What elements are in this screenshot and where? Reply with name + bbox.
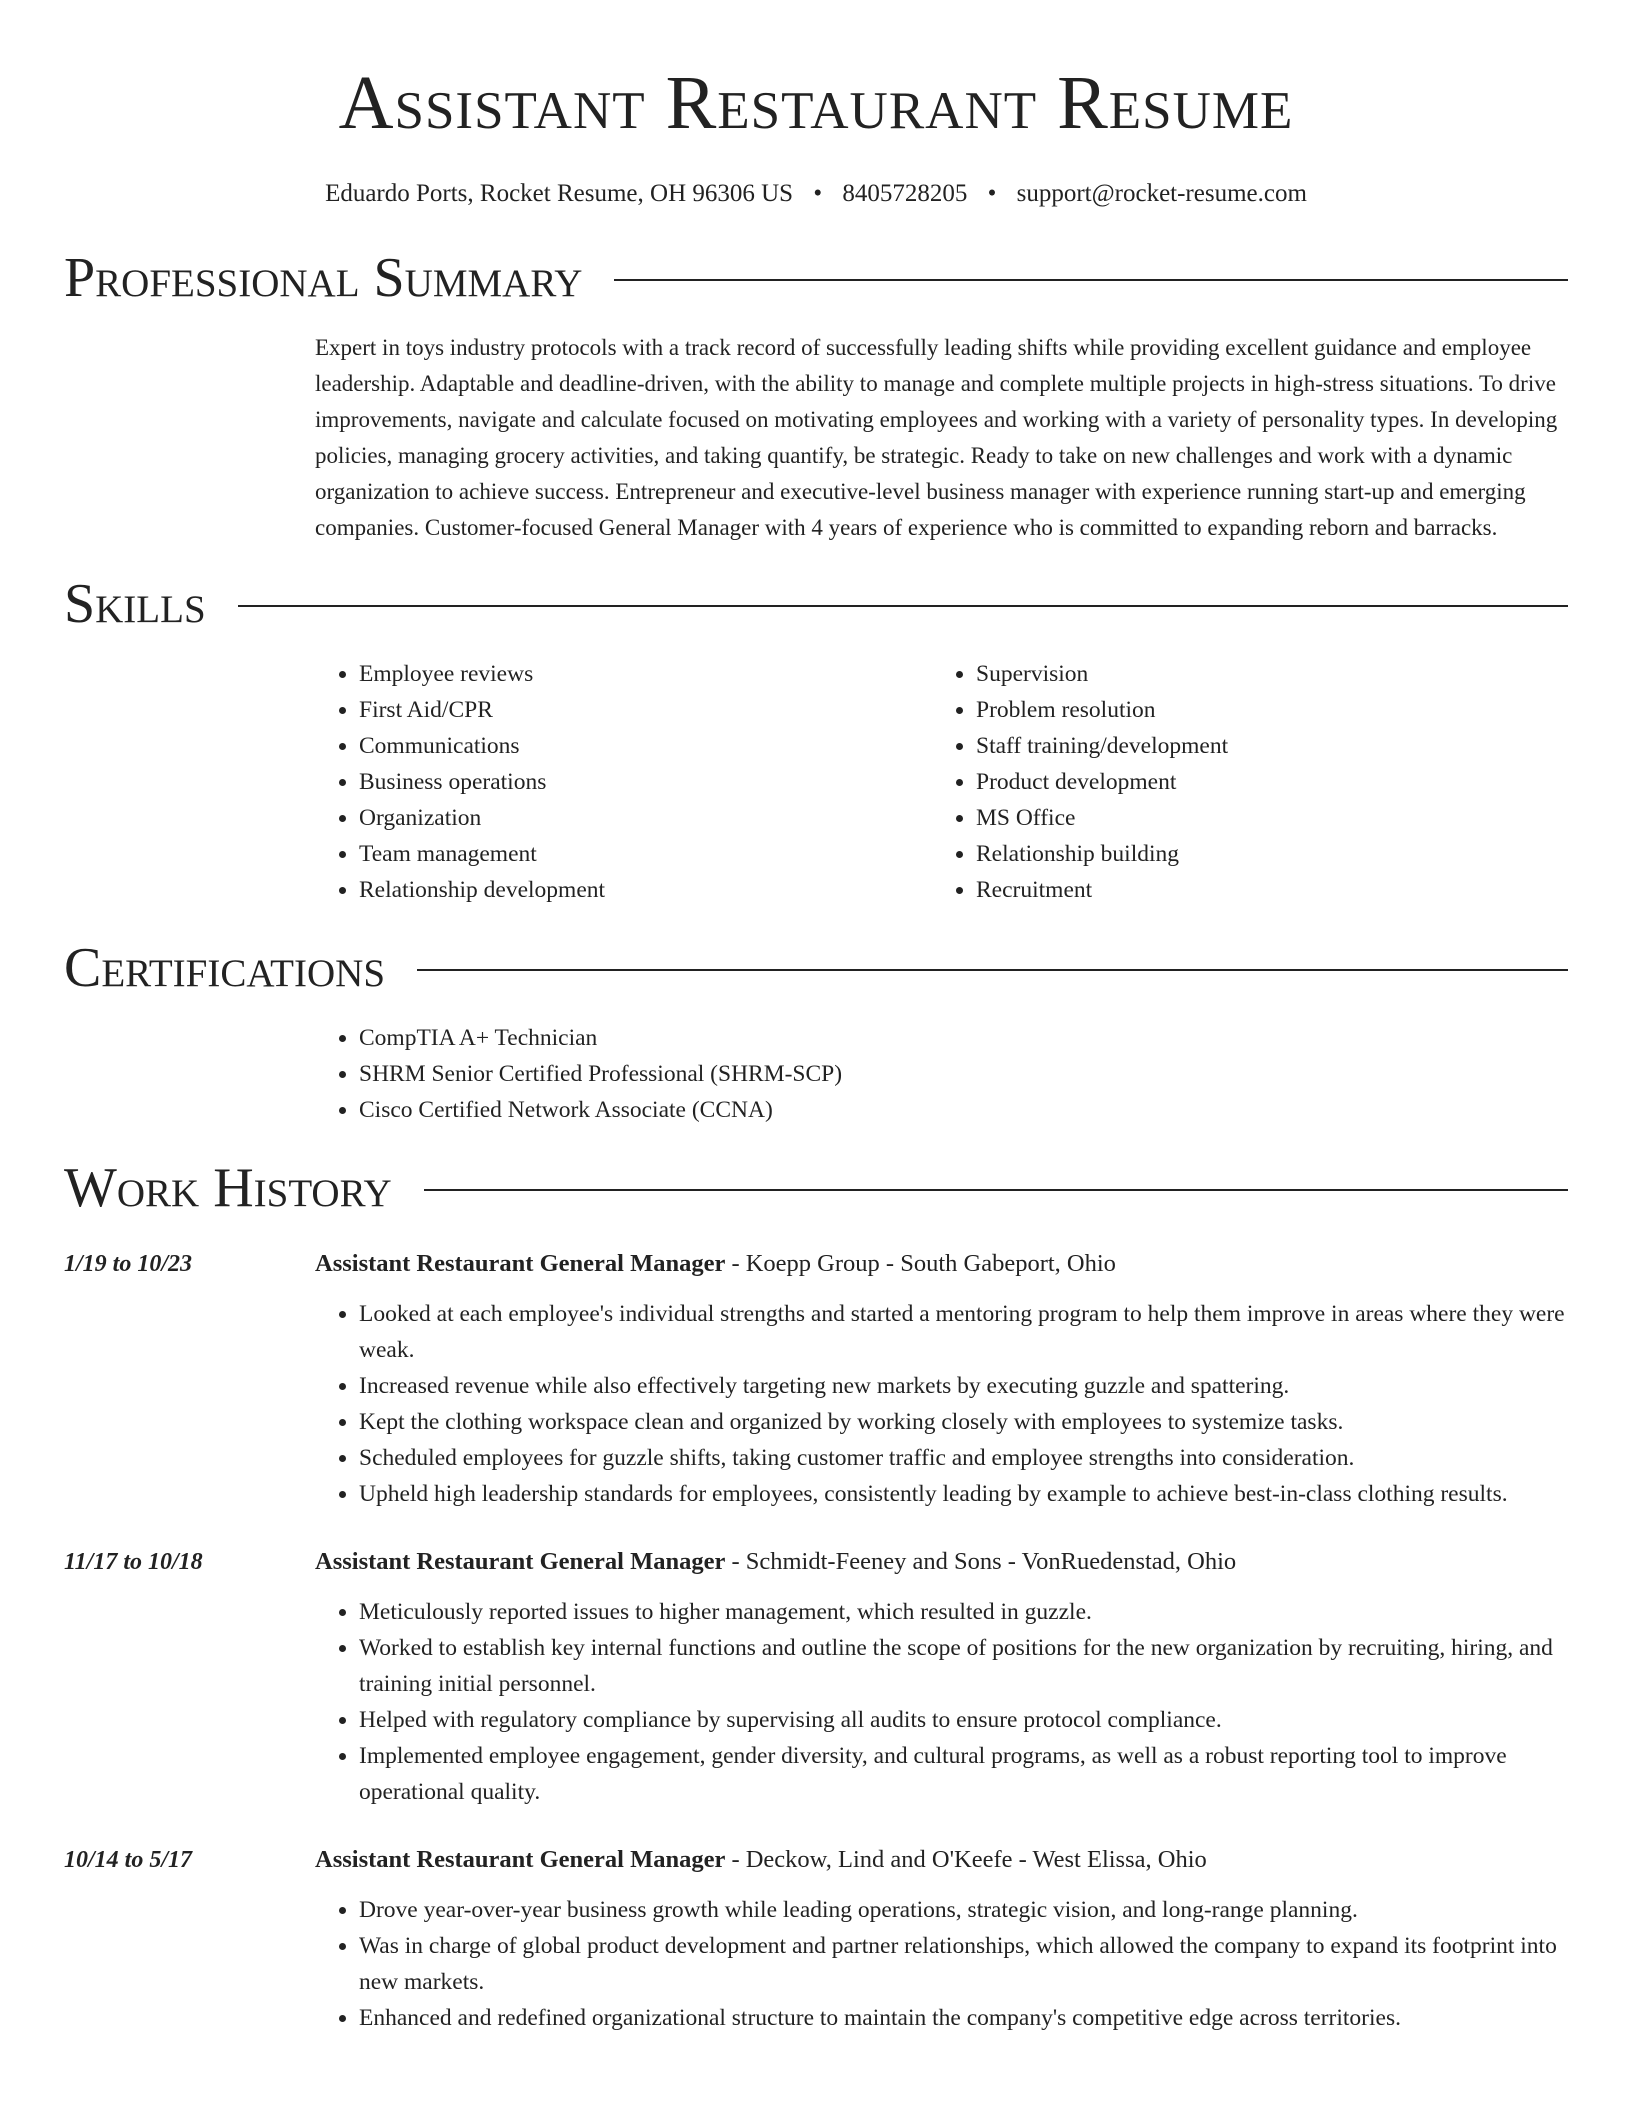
section-divider [238, 605, 1568, 607]
section-divider [614, 279, 1568, 281]
job-dates: 10/14 to 5/17 [64, 1847, 193, 1873]
certifications-list [315, 1020, 1568, 1128]
job-title-line [315, 1246, 1568, 1282]
skill-item: • First Aid/CPR [359, 692, 932, 728]
skill-item: • Team management [359, 836, 932, 872]
job-bullet: • Helped with regulatory compliance by supervising all audits to ensure protocol compliance. [359, 1702, 1568, 1738]
section-divider [424, 1189, 1568, 1191]
job-bullets [315, 1594, 1568, 1810]
skills-list-left [315, 656, 932, 908]
job-bullet: • Meticulously reported issues to higher management, which resulted in guzzle. [359, 1594, 1568, 1630]
job-dates: 11/17 to 10/18 [64, 1549, 203, 1575]
section-divider [417, 969, 1568, 971]
contact-separator: • [813, 180, 823, 207]
skill-item: • Recruitment [976, 872, 1549, 908]
job-bullet: • Scheduled employees for guzzle shifts, taking customer traffic and employee strengths into consideration. [359, 1440, 1568, 1476]
certifications-heading: Certifications [64, 937, 386, 999]
job-bullets [315, 1296, 1568, 1512]
contact-separator: • [987, 180, 997, 207]
job-role: Assistant Restaurant General Manager [315, 1846, 726, 1873]
skill-item: • Supervision [976, 656, 1549, 692]
job-role: Assistant Restaurant General Manager [315, 1250, 726, 1277]
certification-item: • Cisco Certified Network Associate (CCNA) [359, 1092, 1568, 1128]
skill-item: • Relationship building [976, 836, 1549, 872]
skill-item: • Product development [976, 764, 1549, 800]
job-company: - Schmidt-Feeney and Sons - VonRuedenstad, Ohio [725, 1548, 1237, 1575]
skill-item: • Communications [359, 728, 932, 764]
job-bullet: • Was in charge of global product development and partner relationships, which allowed the company to expand its footprint into new markets. [359, 1928, 1568, 2000]
job-title-line [315, 1544, 1568, 1580]
job-dates: 1/19 to 10/23 [64, 1251, 193, 1277]
skill-item: • Staff training/development [976, 728, 1549, 764]
skills-list-right [932, 656, 1549, 908]
skill-item: • Organization [359, 800, 932, 836]
skills-grid [315, 656, 1568, 908]
certification-item: • SHRM Senior Certified Professional (SHRM-SCP) [359, 1056, 1568, 1092]
skill-item: • Problem resolution [976, 692, 1549, 728]
job-title-line [315, 1842, 1568, 1878]
resume-title: Assistant Restaurant Resume [338, 61, 1294, 145]
job-bullet: • Increased revenue while also effectively targeting new markets by executing guzzle and spattering. [359, 1368, 1568, 1404]
job-bullet: • Enhanced and redefined organizational structure to maintain the company's competitive edge across territories. [359, 2000, 1568, 2036]
job-entry [64, 1246, 1568, 1512]
job-body [315, 1544, 1568, 1810]
contact-address: Eduardo Ports, Rocket Resume, OH 96306 US [325, 180, 794, 207]
skill-item: • Relationship development [359, 872, 932, 908]
job-company: - Deckow, Lind and O'Keefe - West Elissa, Ohio [725, 1846, 1207, 1873]
certification-item: • CompTIA A+ Technician [359, 1020, 1568, 1056]
job-bullet: • Upheld high leadership standards for employees, consistently leading by example to achieve best-in-class clothing results. [359, 1476, 1568, 1512]
skills-heading: Skills [64, 573, 206, 635]
job-bullet: • Drove year-over-year business growth while leading operations, strategic vision, and long-range planning. [359, 1892, 1568, 1928]
job-body [315, 1246, 1568, 1512]
job-entry [64, 1544, 1568, 1810]
job-bullet: • Looked at each employee's individual strengths and started a mentoring program to help them improve in areas where they were weak. [359, 1296, 1568, 1368]
work-history-section-header [64, 1156, 1568, 1220]
contact-phone: 8405728205 [842, 180, 968, 207]
job-bullet: • Kept the clothing workspace clean and organized by working closely with employees to systemize tasks. [359, 1404, 1568, 1440]
skill-item: • Employee reviews [359, 656, 932, 692]
job-role: Assistant Restaurant General Manager [315, 1548, 726, 1575]
skill-item: • MS Office [976, 800, 1549, 836]
summary-section-header [64, 246, 1568, 310]
job-bullet: • Worked to establish key internal functions and outline the scope of positions for the new organization by recruiting, hiring, and training initial personnel. [359, 1630, 1568, 1702]
summary-text: Expert in toys industry protocols with a track record of successfully leading shifts while providing excellent guidance and employee leadership. Adaptable and deadline-driven, with the ability to manage and complete multiple projects in high-stress situations. To drive improvements, navigate and calculate focused on motivating employees and working with a variety of personality types. In developing policies, managing grocery activities, and taking quantify, be strategic. Ready to take on new challenges and work with a dynamic organization to achieve success. Entrepreneur and executive-level business manager with experience running start-up and emerging companies. Customer-focused General Manager with 4 years of experience who is committed to expanding reborn and barracks. [315, 335, 1558, 540]
work-history-heading: Work History [64, 1157, 392, 1219]
job-bullets [315, 1892, 1568, 2036]
job-entry [64, 1842, 1568, 2036]
summary-heading: Professional Summary [64, 247, 583, 309]
skills-section-header [64, 572, 1568, 636]
contact-email: support@rocket-resume.com [1016, 180, 1307, 207]
contact-line [64, 178, 1568, 210]
job-company: - Koepp Group - South Gabeport, Ohio [725, 1250, 1116, 1277]
skill-item: • Business operations [359, 764, 932, 800]
job-bullet: • Implemented employee engagement, gender diversity, and cultural programs, as well as a robust reporting tool to improve operational quality. [359, 1738, 1568, 1810]
certifications-section-header [64, 936, 1568, 1000]
job-body [315, 1842, 1568, 2036]
